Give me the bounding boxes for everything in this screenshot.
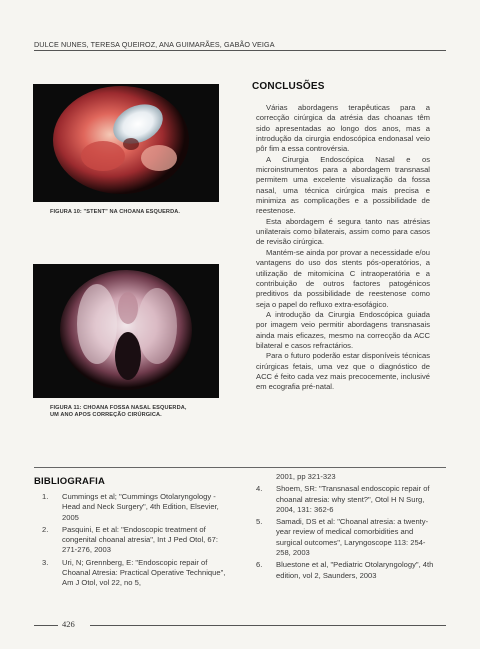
reference-item [34,525,226,556]
footer-rule-left [34,625,58,626]
reference-text: 2001, pp 321-323 [276,472,336,481]
reference-text: Cummings et al; "Cummings Otolaryngology - Head and Neck Surgery", 4th Edition, Elsevier, 2005 [62,492,219,522]
reference-number: 2. [42,524,49,534]
bibliography-rule [34,467,446,468]
conclusions-body [256,103,430,393]
reference-text: Bluestone et al, "Pediatric Otolaryngology", 4th edition, vol 2, Saunders, 2003 [276,560,434,580]
conclusions-paragraph: A Cirurgia Endoscópica Nasal e os microinstrumentos para a abordagem transnasal permitem uma excelente visualização da fossa nasal, uma técnica cirúrgica mais precisa e minimiza as complicações e a possibilidade de reestenose. [256,154,430,216]
figure-10-caption: FIGURA 10: "STENT" NA CHOANA ESQUERDA. [50,209,180,215]
bibliography-right-column [248,472,440,581]
reference-continuation [248,472,440,482]
conclusions-paragraph: A introdução da Cirurgia Endoscópica guiada por imagem veio permitir abordagens transnasais ainda mais eficazes, mesmo na correcção da ACC bilateral e casos refractários. [256,309,430,350]
conclusions-paragraph: Mantém-se ainda por provar a necessidade e/ou vantagens do uso dos stents pós-operatórios, a utilização de mitomicina C intraoperatória e a contribuição de outros factores patogénicos preditivos da possibilidade de reestenose como seja o papel do refluxo extra-esofágico. [256,247,430,309]
reference-item [248,484,440,515]
header-rule [34,50,446,51]
reference-text: Uri, N; Grennberg, E: "Endoscopic repair of Choanal Atresia: Practical Operative Technique", Am J Otol, vol 22, no 5, [62,557,226,588]
reference-text: Pasquini, E et al: "Endoscopic treatment of congenital choanal atresia", Int J Ped Otol, 67: 271-276, 2003 [62,524,218,555]
conclusions-heading: CONCLUSÕES [252,81,325,92]
reference-number: 4. [256,484,263,494]
figure-11-caption-line2: UM ANO APOS CORREÇÃO CIRÚRGICA. [50,412,162,418]
figure-10-photo [33,84,219,202]
reference-number: 5. [256,517,263,527]
page-number: 426 [62,619,75,629]
reference-item [34,558,226,589]
conclusions-paragraph: Para o futuro poderão estar disponíveis técnicas cirúrgicas fetais, uma vez que o diagnóstico de ACC é feito cada vez mais precocemente, inclusivé em ecografia pré-natal. [256,351,430,392]
conclusions-paragraph: Esta abordagem é segura tanto nas atrésias unilaterais como bilaterais, assim como para casos de revisão cirúrgica. [256,216,430,247]
reference-item [34,492,226,523]
reference-item [248,560,440,581]
reference-text: Samadi, DS et al: "Choanal atresia: a twenty-year review of medical comorbidities and surgical outcomes", Laryngoscope 113: 254-258, 2003 [276,517,429,558]
reference-text: Shoem, SR: "Transnasal endoscopic repair of choanal atresia: why stent?", Otol H N Surg, 2004, 131: 362-6 [276,484,430,514]
reference-number: 1. [42,492,49,501]
figure-11-photo [33,264,219,398]
reference-item [248,517,440,558]
conclusions-paragraph: Várias abordagens terapêuticas para a correcção cirúrgica da atrésia das choanas têm sido apresentadas ao longo dos anos, mas a introdução da cirurgia endoscópica endonasal veio pôr fim a essa controvérsia. [256,103,430,154]
bibliography-heading: BIBLIOGRAFIA [34,476,106,487]
reference-number: 3. [42,557,49,567]
figure-11-caption [50,405,250,419]
figure-11-caption-line1: FIGURA 11: CHOANA FOSSA NASAL ESQUERDA, [50,405,187,411]
footer-rule-right [90,625,446,626]
running-head: DULCE NUNES, TERESA QUEIROZ, ANA GUIMARÃES, GABÃO VEIGA [34,40,275,49]
bibliography-left-column [34,492,226,589]
reference-number: 6. [256,560,263,570]
